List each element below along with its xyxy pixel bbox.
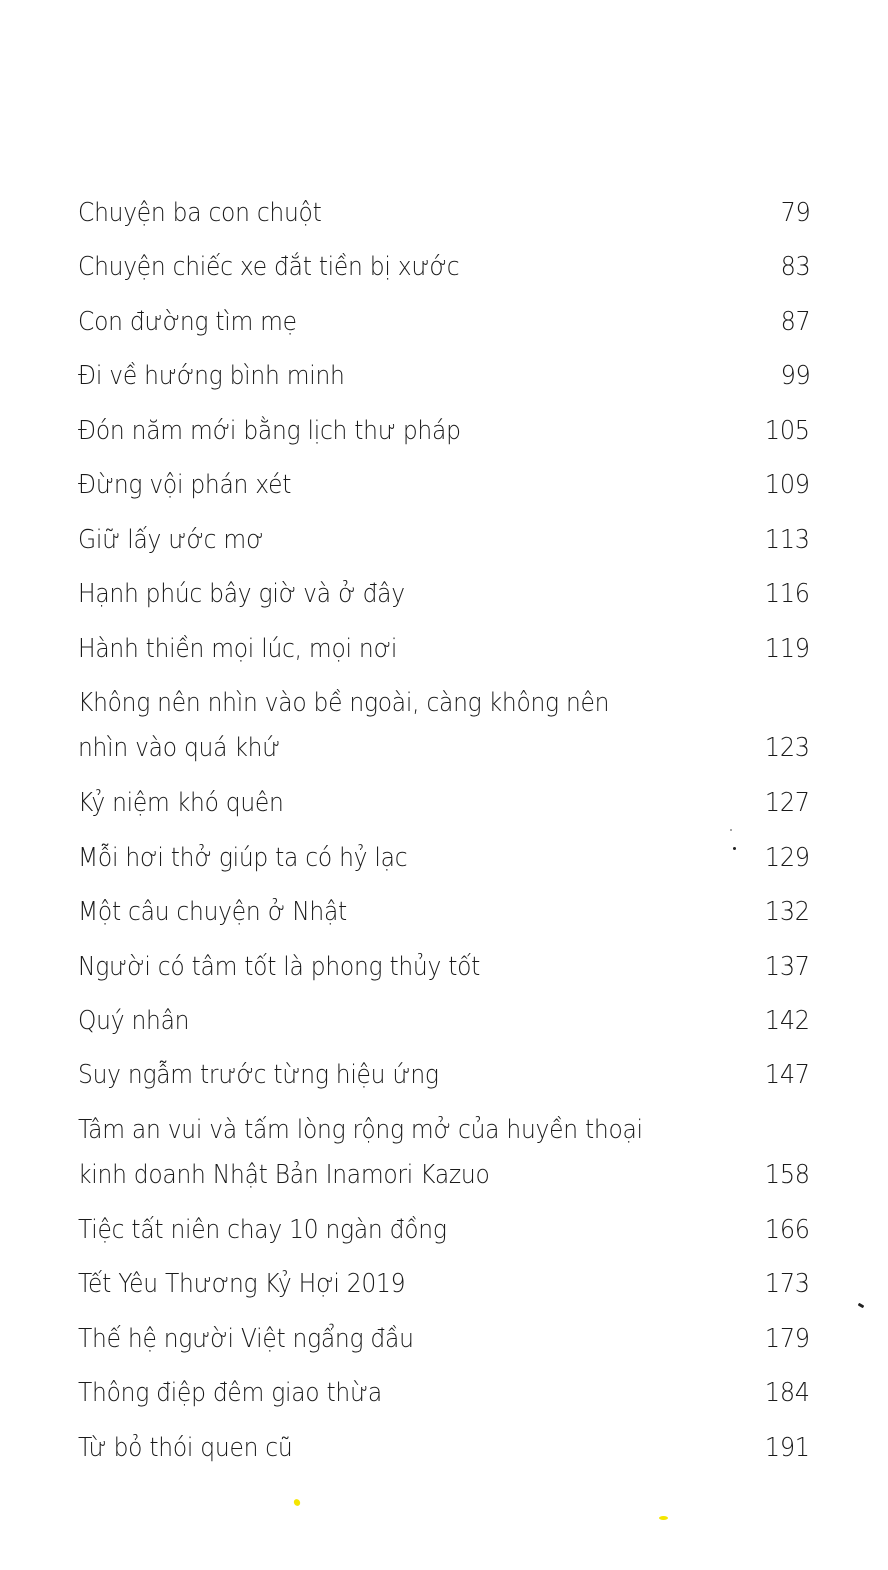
toc-entry (78, 786, 810, 826)
toc-entry-title: Từ bỏ thói quen cũ (78, 1433, 293, 1463)
toc-entry-title: Con đường tìm mẹ (78, 307, 297, 337)
toc-entry-page: 109 (765, 470, 810, 500)
toc-entry-page: 132 (765, 897, 810, 927)
toc-entry-title: Đừng vội phán xét (78, 470, 292, 500)
toc-entry-title: Một câu chuyện ở Nhật (78, 897, 347, 927)
toc-entry-title: Quý nhân (78, 1006, 190, 1036)
toc-entry (78, 950, 810, 990)
highlighter-speck (293, 1498, 302, 1507)
toc-entry (78, 1431, 810, 1471)
toc-entry-title: Hành thiền mọi lúc, mọi nơi (78, 634, 398, 664)
toc-entry-page: 191 (765, 1433, 810, 1463)
toc-entry-title: Đón năm mới bằng lịch thư pháp (78, 416, 461, 446)
toc-entry-page: 179 (765, 1324, 810, 1354)
toc-entry-page: 127 (765, 788, 810, 818)
toc-entry (78, 1058, 810, 1098)
toc-entry (78, 1267, 810, 1307)
toc-entry-page: 166 (765, 1215, 810, 1245)
toc-entry-page: 129 (765, 843, 810, 873)
toc-entry-page: 87 (780, 307, 810, 337)
toc-entry-title: Mỗi hơi thở giúp ta có hỷ lạc (78, 843, 408, 873)
toc-entry (78, 1213, 810, 1253)
toc-entry-page: 123 (765, 733, 810, 763)
toc-entry (78, 196, 810, 236)
scan-speck (730, 829, 732, 831)
toc-entry-page: 116 (765, 579, 810, 609)
toc-entry (78, 577, 810, 617)
toc-entry-title: Chuyện chiếc xe đắt tiền bị xước (78, 252, 460, 282)
toc-entry-title-continued: nhìn vào quá khứ (78, 733, 281, 763)
scan-speck (733, 847, 736, 850)
toc-entry-title-continued: kinh doanh Nhật Bản Inamori Kazuo (78, 1160, 490, 1190)
toc-entry-title: Tâm an vui và tấm lòng rộng mở của huyền thoại (78, 1115, 643, 1145)
toc-entry (78, 841, 810, 881)
toc-entry-title: Không nên nhìn vào bề ngoài, càng không nên (78, 688, 610, 718)
toc-entry-page: 184 (765, 1378, 810, 1408)
toc-entry (78, 1113, 810, 1203)
scan-speck (858, 1303, 865, 1309)
toc-entry-page: 173 (765, 1269, 810, 1299)
toc-entry-page: 99 (780, 361, 810, 391)
toc-entry-title: Giữ lấy ước mơ (78, 525, 264, 555)
toc-entry (78, 359, 810, 399)
toc-entry (78, 632, 810, 672)
toc-entry-title: Tiệc tất niên chay 10 ngàn đồng (78, 1215, 447, 1245)
toc-entry-title: Thế hệ người Việt ngẩng đầu (78, 1324, 414, 1354)
toc-entry (78, 895, 810, 935)
toc-entry (78, 1376, 810, 1416)
toc-entry-page: 137 (765, 952, 810, 982)
highlighter-speck (659, 1516, 668, 1520)
toc-entry-page: 142 (765, 1006, 810, 1036)
toc-entry (78, 305, 810, 345)
toc-entry-title: Thông điệp đêm giao thừa (78, 1378, 383, 1408)
toc-entry-title: Kỷ niệm khó quên (78, 788, 284, 818)
toc-entry (78, 1322, 810, 1362)
toc-entry (78, 250, 810, 290)
toc-entry-title: Đi về hướng bình minh (78, 361, 345, 391)
toc-entry (78, 468, 810, 508)
toc-entry-title: Chuyện ba con chuột (78, 198, 322, 228)
toc-entry-page: 147 (765, 1060, 810, 1090)
toc-entry-page: 113 (765, 525, 810, 555)
toc-entry-title: Hạnh phúc bây giờ và ở đây (78, 579, 405, 609)
toc-entry-page: 105 (765, 416, 810, 446)
toc-entry-page: 119 (765, 634, 810, 664)
toc-entry-page: 83 (780, 252, 810, 282)
toc-entry-title: Suy ngẫm trước từng hiệu ứng (78, 1060, 439, 1090)
toc-entry-page: 158 (765, 1160, 810, 1190)
toc-entry (78, 1004, 810, 1044)
toc-entry-page: 79 (780, 198, 810, 228)
toc-entry (78, 523, 810, 563)
toc-entry (78, 686, 810, 776)
toc-entry (78, 414, 810, 454)
toc-entry-title: Người có tâm tốt là phong thủy tốt (78, 952, 481, 982)
toc-entry-title: Tết Yêu Thương Kỷ Hợi 2019 (78, 1269, 406, 1299)
